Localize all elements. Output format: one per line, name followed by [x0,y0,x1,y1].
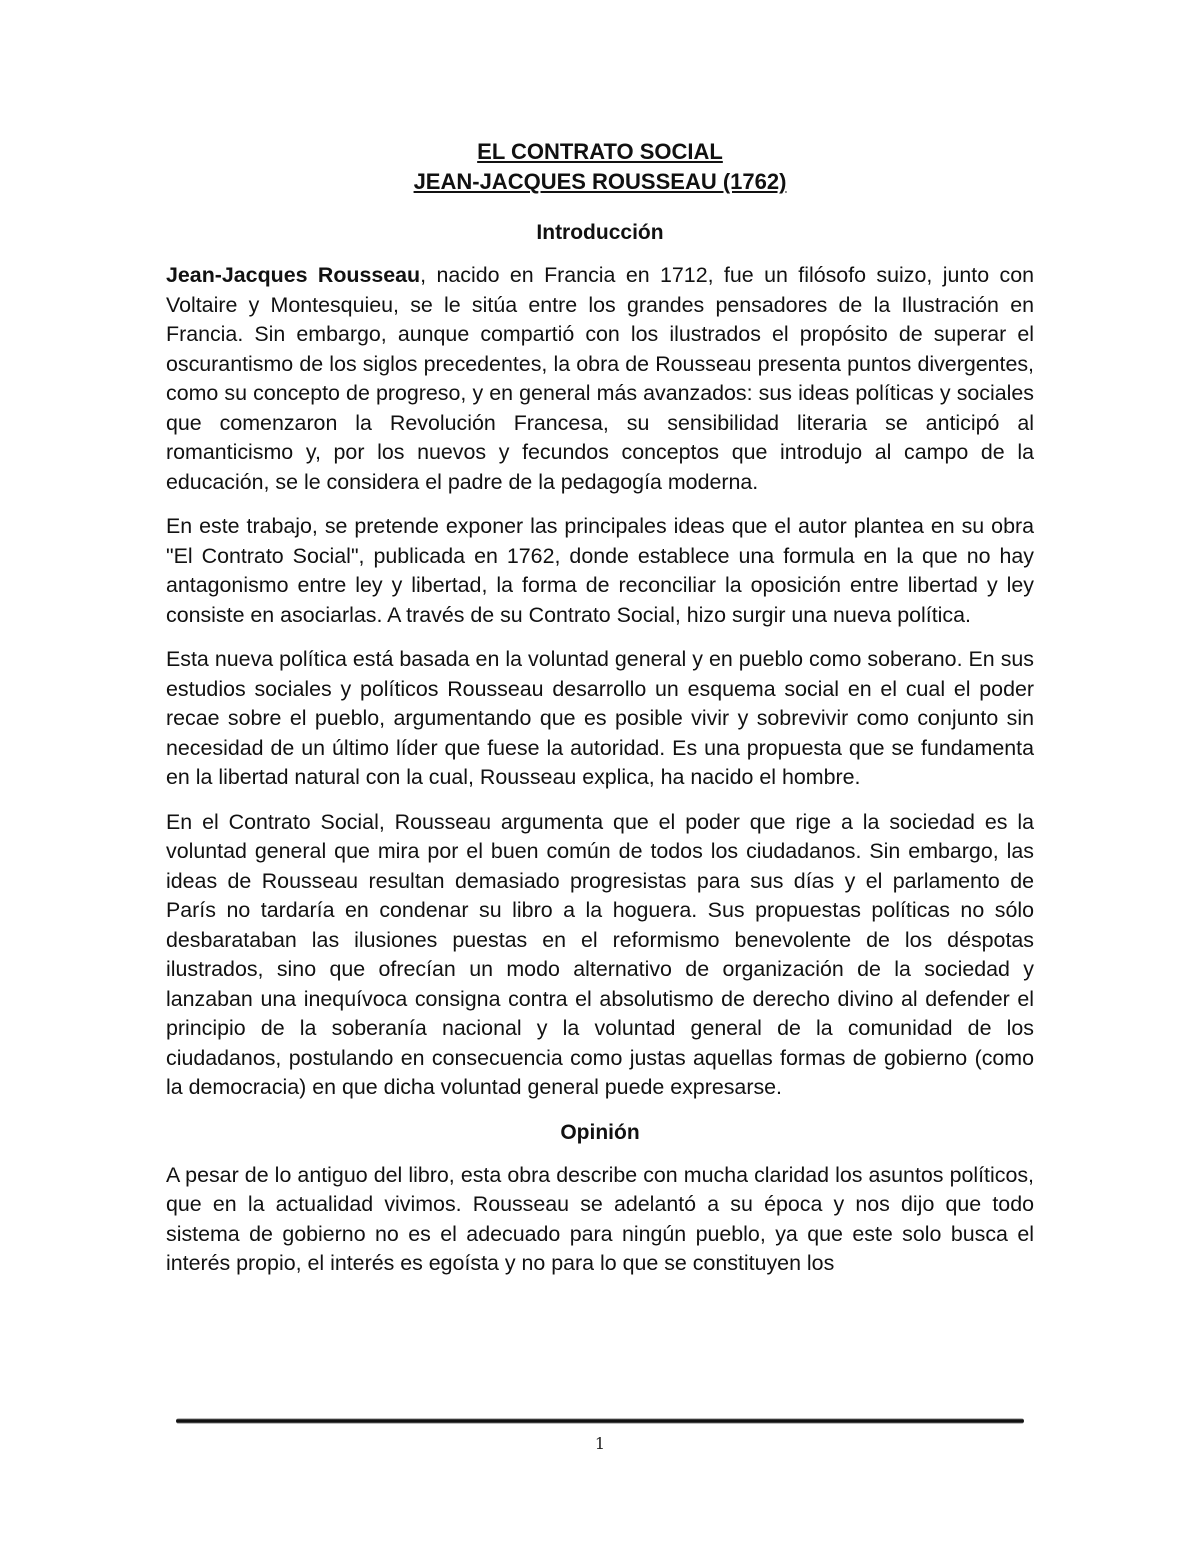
paragraph-4: En el Contrato Social, Rousseau argumenta que el poder que rige a la sociedad es la voluntad general que mira por el buen común de todos los ciudadanos. Sin embargo, las ideas de Rousseau resultan demasiado progresistas para sus días y el parlamento de París no tardaría en condenar su libro a la hoguera. Sus propuestas políticas no sólo desbarataban las ilusiones puestas en el reformismo benevolente de los déspotas ilustrados, sino que ofrecían un modo alternativo de organización de la sociedad y lanzaban una inequívoca consigna contra el absolutismo de derecho divino al defender el principio de la soberanía nacional y la voluntad general de la comunidad de los ciudadanos, postulando en consecuencia como justas aquellas formas de gobierno (como la democracia) en que dicha voluntad general puede expresarse. [166,809,1034,1099]
document-body [166,137,1034,1294]
section-heading-introduccion: Introducción [536,221,664,244]
footer-divider [176,1418,1024,1424]
author-name: Jean-Jacques Rousseau [166,263,421,287]
paragraph-2: En este trabajo, se pretende exponer las principales ideas que el autor plantea en su obra "El Contrato Social", publicada en 1762, donde establece una formula en la que no hay antagonismo entre ley y libertad, la forma de reconciliar la oposición entre libertad y ley consiste en asociarlas. A través de su Contrato Social, hizo surgir una nueva política. [166,514,1034,627]
paragraph-intro-text: , nacido en Francia en 1712, fue un filósofo suizo, junto con Voltaire y Montesquieu, se le sitúa entre los grandes pensadores de la Ilustración en Francia. Sin embargo, aunque compartió con los ilustrados el propósito de superar el oscurantismo de los siglos precedentes, la obra de Rousseau presenta puntos divergentes, como su concepto de progreso, y en general más avanzados: sus ideas políticas y sociales que comenzaron la Revolución Francesa, su sensibilidad literaria se anticipó al romanticismo y, por los nuevos y fecundos conceptos que introdujo al campo de la educación, se le considera el padre de la pedagogía moderna. [166,263,1034,494]
paragraph-intro [166,261,1034,497]
paragraph-5: A pesar de lo antiguo del libro, esta obra describe con mucha claridad los asuntos políticos, que en la actualidad vivimos. Rousseau se adelantó a su época y nos dijo que todo sistema de gobierno no es el adecuado para ningún pueblo, ya que este solo busca el interés propio, el interés es egoísta y no para lo que se constituyen los [166,1162,1034,1275]
page-number: 1 [594,1434,606,1453]
section-heading-opinion: Opinión [560,1120,640,1144]
paragraph-3: Esta nueva política está basada en la voluntad general y en pueblo como soberano. En sus estudios sociales y políticos Rousseau desarrollo un esquema social en el cual el poder recae sobre el pueblo, argumentando que es posible vivir y sobrevivir como conjunto sin necesidad de un último líder que fuese la autoridad. Es una propuesta que se fundamenta en la libertad natural con la cual, Rousseau explica, ha nacido el hombre. [166,647,1034,789]
document-subtitle: JEAN-JACQUES ROUSSEAU (1762) [413,169,787,194]
document-title: EL CONTRATO SOCIAL [477,139,723,164]
